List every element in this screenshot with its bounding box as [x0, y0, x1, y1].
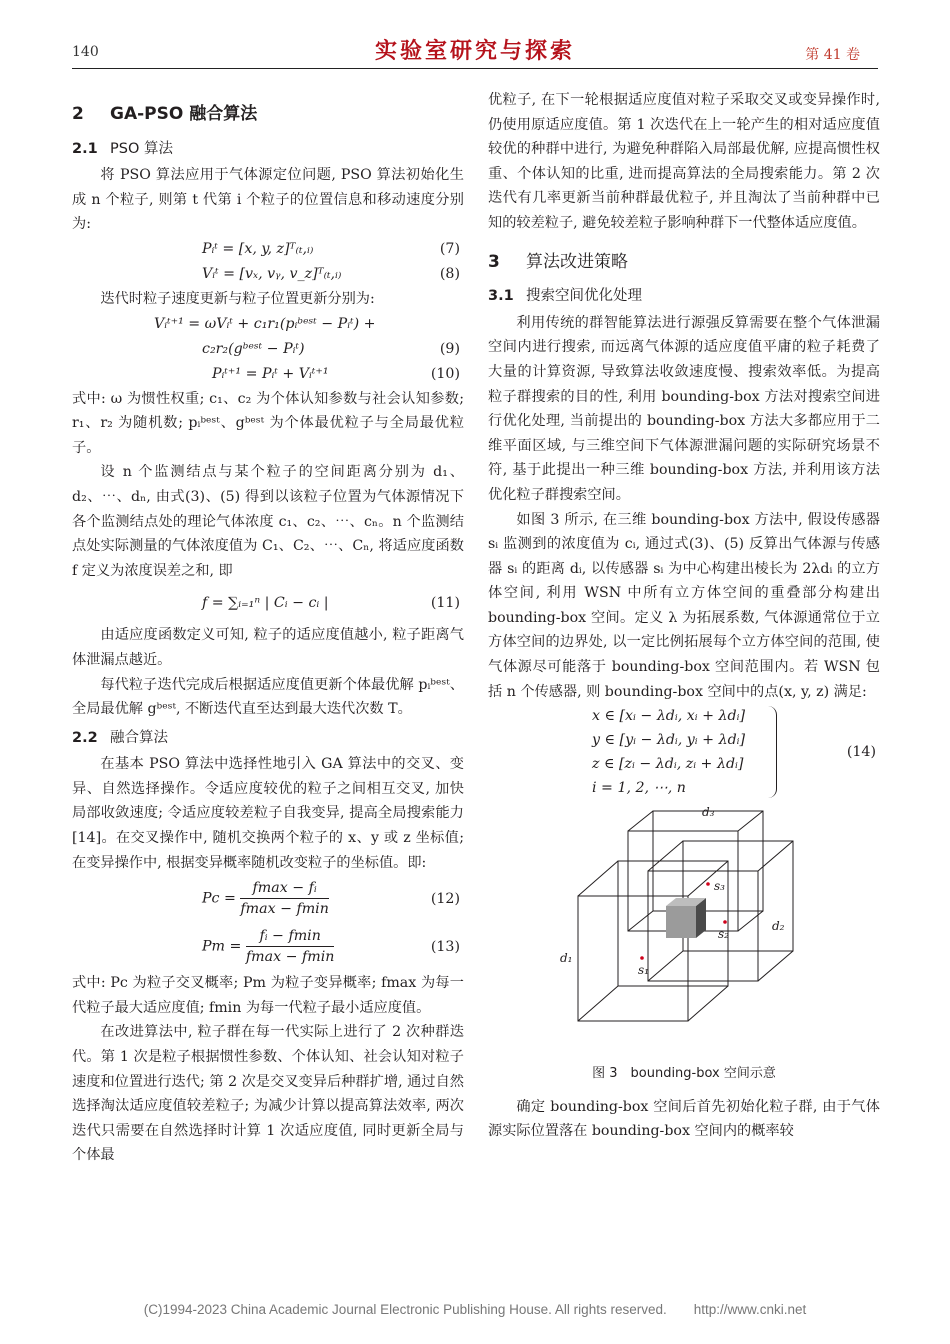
figure-caption: 图 3 bounding-box 空间示意 — [592, 1066, 776, 1082]
section-heading: 3 算法改进策略 — [488, 251, 628, 272]
sensor-s1-marker — [640, 956, 644, 960]
equation-9-line2: c₂r₂(gᵇᵉˢᵗ − Pᵢᵗ) (9) — [202, 340, 460, 357]
page-number: 140 — [72, 44, 99, 60]
subsection-heading: 2.1 PSO 算法 — [72, 140, 173, 157]
right-column — [488, 88, 880, 1144]
copyright-footer: (C)1994-2023 China Academic Journal Electronic Publishing House. All rights reserved. http://www.cnki.net — [143, 1302, 807, 1317]
subsection-heading: 2.2 融合算法 — [72, 729, 168, 746]
paragraph: 将 PSO 算法应用于气体源定位问题, PSO 算法初始化生成 n 个粒子, 则第 t 代第 i 个粒子的位置信息和移动速度分别为: — [72, 167, 464, 233]
paragraph: 由适应度函数定义可知, 粒子的适应度值越小, 粒子距离气体泄漏点越近。 — [72, 627, 464, 668]
paragraph: 式中: Pc 为粒子交叉概率; Pm 为粒子变异概率; fmax 为每一代粒子最大适应度值; fmin 为每一代粒子最小适应度值。 — [72, 975, 464, 1016]
header-rule — [72, 68, 878, 69]
figure-3 — [488, 806, 880, 1056]
paragraph: 迭代时粒子速度更新与粒子位置更新分别为: — [100, 290, 375, 307]
paragraph: 优粒子, 在下一轮根据适应度值对粒子采取交叉或变异操作时, 仍使用原适应度值。第 1 次迭代在上一轮产生的相对适应度值较优的种群中进行, 为避免种群陷入局部最优解, 应提高惯性权重、个体认知的比重, 进而提高算法的全局搜索能力。第 2 次迭代有几率更新当前种群最优粒子, 并且淘汰了当前种群中已知的较差粒子, 避免较差粒子影响种群下一代整体适应度值。 — [488, 92, 880, 231]
subsection-heading: 3.1 搜索空间优化处理 — [488, 288, 642, 305]
label-s3: s₃ — [714, 879, 725, 894]
label-d3: d₃ — [702, 806, 715, 820]
bounding-box-diagram — [558, 806, 798, 1056]
equation-8: Vᵢᵗ = [vₓ, vᵧ, v_z]ᵀ₍ₜ,ᵢ₎ (8) — [202, 265, 460, 282]
section-heading: 2 GA-PSO 融合算法 — [72, 104, 258, 124]
equation-13: Pm = $\frac{\text{fᵢ − fmin}}{fmax - fmin}$ (13) — [202, 928, 460, 966]
sensor-s2-marker — [723, 920, 727, 924]
label-s2: s₂ — [718, 927, 729, 942]
label-s1: s₁ — [638, 963, 649, 978]
label-d2: d₂ — [772, 919, 785, 934]
paragraph: 在基本 PSO 算法中选择性地引入 GA 算法中的交叉、变异、自然选择操作。令适应度较优的粒子之间相互交叉, 加快局部收敛速度; 令适应度较差粒子自我变异, 提高全局搜索能力[14]。在交叉操作中, 随机交换两个粒子的 x、y 或 z 坐标值; 在变异操作中, 根据变异概率随机改变粒子的坐标值。即: — [72, 756, 464, 871]
paragraph: 每代粒子迭代完成后根据适应度值更新个体最优解 pᵢᵇᵉˢᵗ、全局最优解 gᵇᵉˢᵗ, 不断迭代直至达到最大迭代次数 T。 — [72, 676, 464, 718]
sensor-s3-marker — [706, 882, 710, 886]
bounding-box-front — [666, 906, 696, 938]
equation-10: Pᵢᵗ⁺¹ = Pᵢᵗ + Vᵢᵗ⁺¹ (10) — [212, 365, 460, 382]
equation-7: Pᵢᵗ = [x, y, z]ᵀ₍ₜ,ᵢ₎ (7) — [202, 240, 460, 257]
paragraph: 利用传统的群智能算法进行源强反算需要在整个气体泄漏空间内进行搜索, 而远离气体源的适应度值平庸的粒子耗费了大量的计算资源, 导致算法收敛速度慢、搜索效率低。为提高粒子群搜索的目的性, 利用 bounding-box 方法对搜索空间进行优化处理, 当前提出的 bounding-box 方法大多都应用于二维平面区域, 与三维空间下气体源泄漏问题的实际研究场景不符, 基于此提出一种三维 bounding-box 方法, 并利用该方法优化粒子群搜索空间。 — [488, 314, 880, 503]
equation-14: x ∈ [xᵢ − λdᵢ, xᵢ + λdᵢ] y ∈ [yᵢ − λdᵢ, yᵢ + λdᵢ] z ∈ [zᵢ − λdᵢ, zᵢ + λdᵢ] i = 1, 2, ⋯, n (14) — [592, 708, 876, 797]
paragraph: 在改进算法中, 粒子群在每一代实际上进行了 2 次种群迭代。第 1 次是粒子根据惯性参数、个体认知、社会认知对粒子速度和位置进行迭代; 第 2 次是交叉变异后种群扩增, 通过自然选择淘汰适应度值较差粒子; 为减少计算以提高算法效率, 两次迭代只需要在自然选择时计算 1 次适应度值, 同时更新全局与个体最 — [72, 1024, 464, 1164]
equation-9-line1: Vᵢᵗ⁺¹ = ωVᵢᵗ + c₁r₁(pᵢᵇᵉˢᵗ − Pᵢᵗ) + — [154, 315, 376, 332]
paragraph: 式中: ω 为惯性权重; c₁、c₂ 为个体认知参数与社会认知参数; r₁、r₂ 为随机数; pᵢᵇᵉˢᵗ、gᵇᵉˢᵗ 为个体最优粒子与全局最优粒子。 — [72, 390, 464, 456]
equation-12: Pc = $\frac{\text{fmax − fᵢ}}{fmax - fmin}$ (12) — [202, 880, 460, 918]
volume-label: 第 41 卷 — [805, 47, 860, 63]
paragraph: 确定 bounding-box 空间后首先初始化粒子群, 由于气体源实际位置落在 bounding-box 空间内的概率较 — [488, 1098, 880, 1140]
equation-brace — [768, 706, 777, 798]
paragraph: 如图 3 所示, 在三维 bounding-box 方法中, 假设传感器 sᵢ 监测到的浓度值为 cᵢ, 通过式(3)、(5) 反算出气体源与传感器 sᵢ 的距离 dᵢ, 以传感器 sᵢ 为中心构建出棱长为 2λdᵢ 的立方体空间, 利用 WSN 中所有立方体空间的重叠部分构建出 bounding-box 空间。定义 λ 为拓展系数, 气体源通常位于立方体空间的边界处, 以一定比例拓展每个立方体空间的范围, 使气体源尽可能落于 bounding-box 空间范围内。若 WSN 包括 n 个传感器, 则 bounding-box 空间中的点(x, y, z) 满足: — [488, 511, 880, 700]
label-d1: d₁ — [560, 951, 573, 966]
left-column — [72, 88, 464, 1168]
journal-title: 实验室研究与探索 — [374, 38, 575, 64]
equation-11: f = ∑ᵢ₌₁ⁿ | Cᵢ − cᵢ | (11) — [202, 595, 460, 612]
paragraph: 设 n 个监测结点与某个粒子的空间距离分别为 d₁、d₂、⋯、dₙ, 由式(3)、(5) 得到以该粒子位置为气体源情况下各个监测结点处的理论气体浓度 c₁、c₂、⋯、cₙ。n 个监测结点处实际测量的气体浓度值为 C₁、C₂、⋯、Cₙ, 将适应度函数 f 定义为浓度误差之和, 即 — [72, 464, 464, 579]
